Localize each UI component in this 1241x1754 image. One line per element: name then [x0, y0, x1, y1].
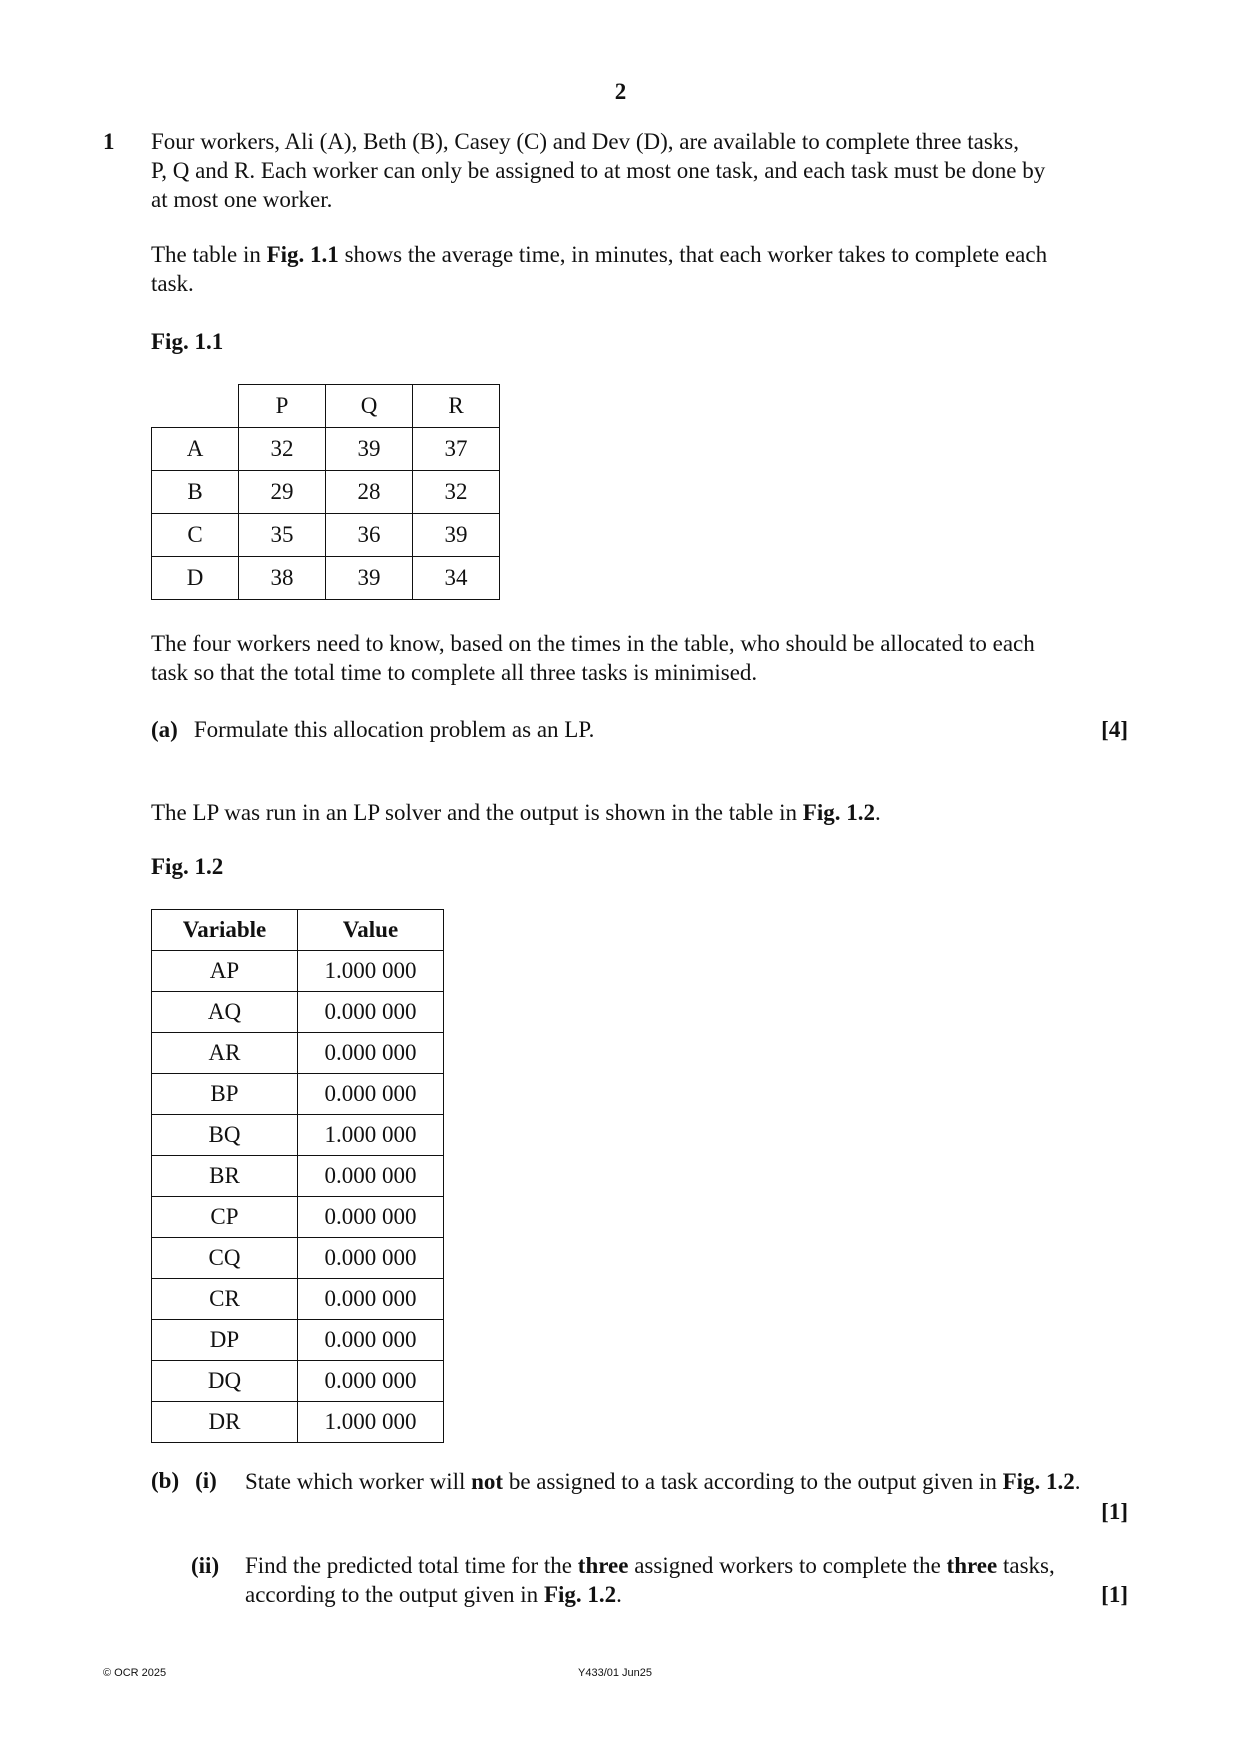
value-cell: 0.000 000	[298, 1320, 444, 1361]
table-intro-line-2: task.	[151, 270, 194, 296]
table-intro-text-after: shows the average time, in minutes, that each worker takes to complete each	[338, 242, 1048, 267]
part-b-ii-text-3: tasks,	[997, 1553, 1055, 1578]
lp-intro	[151, 799, 1141, 828]
value-cell: 0.000 000	[298, 992, 444, 1033]
fig-1-2-ref: Fig. 1.2	[1002, 1469, 1075, 1494]
intro-line-3: at most one worker.	[151, 186, 333, 212]
fig-1-2-title: Fig. 1.2	[151, 854, 224, 879]
part-b-i-emphasis: not	[471, 1469, 504, 1494]
table-cell: 36	[326, 514, 413, 557]
part-b-ii-line-1	[245, 1552, 1145, 1581]
value-cell: 0.000 000	[298, 1238, 444, 1279]
part-b-ii-text-1: Find the predicted total time for the	[245, 1553, 578, 1578]
part-b-ii-label: (ii)	[191, 1553, 220, 1578]
table-row	[152, 514, 500, 557]
part-b-ii-emphasis-2: three	[946, 1553, 998, 1578]
table-row	[152, 951, 444, 992]
table-header-row	[152, 910, 444, 951]
part-a-text: Formulate this allocation problem as an LP.	[193, 717, 595, 742]
corner-cell	[152, 385, 239, 428]
value-cell: 1.000 000	[298, 1115, 444, 1156]
table-cell: 39	[326, 557, 413, 600]
table-cell: 32	[413, 471, 500, 514]
table-row	[152, 428, 500, 471]
row-header: B	[152, 471, 239, 514]
column-header-variable: Variable	[152, 910, 298, 951]
part-b-ii-text	[245, 1552, 1145, 1610]
variable-cell: CR	[152, 1279, 298, 1320]
fig-1-1-table	[151, 384, 500, 600]
row-header: C	[152, 514, 239, 557]
variable-cell: CP	[152, 1197, 298, 1238]
row-header: A	[152, 428, 239, 471]
fig-1-2-ref: Fig. 1.2	[543, 1581, 617, 1607]
table-row	[152, 992, 444, 1033]
variable-cell: AP	[152, 951, 298, 992]
fig-1-1-ref: Fig. 1.1	[266, 242, 339, 267]
column-header: Q	[326, 385, 413, 428]
value-cell: 0.000 000	[298, 1197, 444, 1238]
table-row	[152, 1361, 444, 1402]
part-b-ii-emphasis-1: three	[577, 1553, 629, 1578]
part-a-marks: [4]	[1101, 717, 1128, 742]
lp-intro-period: .	[875, 800, 881, 825]
variable-cell: BQ	[152, 1115, 298, 1156]
part-b-i-text-1: State which worker will	[245, 1469, 472, 1494]
table-cell: 39	[413, 514, 500, 557]
footer-copyright: © OCR 2025	[103, 1667, 167, 1679]
footer-paper-code: Y433/01 Jun25	[578, 1667, 653, 1679]
variable-cell: AQ	[152, 992, 298, 1033]
table-row	[152, 1156, 444, 1197]
part-b-ii-marks: [1]	[1101, 1582, 1128, 1607]
intro-line-1: Four workers, Ali (A), Beth (B), Casey (C) and Dev (D), are available to complete three tasks,	[151, 129, 1019, 154]
variable-cell: DR	[152, 1402, 298, 1443]
table-cell: 35	[239, 514, 326, 557]
table-cell: 38	[239, 557, 326, 600]
part-a	[151, 716, 594, 745]
table-row	[152, 1279, 444, 1320]
variable-cell: DQ	[152, 1361, 298, 1402]
value-cell: 0.000 000	[298, 1074, 444, 1115]
table-row	[152, 1033, 444, 1074]
part-b-i-text	[245, 1468, 1145, 1497]
column-header: R	[413, 385, 500, 428]
value-cell: 0.000 000	[298, 1156, 444, 1197]
table-row	[152, 1320, 444, 1361]
part-b-ii-text-2: assigned workers to complete the	[628, 1553, 947, 1578]
fig-1-2-ref: Fig. 1.2	[802, 800, 875, 825]
table-cell: 39	[326, 428, 413, 471]
need-line-2: task so that the total time to complete all three tasks is minimised.	[151, 659, 758, 685]
table-intro-text: The table in	[151, 242, 267, 267]
column-header-value: Value	[298, 910, 444, 951]
fig-1-2-table-body	[152, 951, 444, 1443]
table-row	[152, 1115, 444, 1156]
variable-cell: BR	[152, 1156, 298, 1197]
table-row	[152, 1402, 444, 1443]
variable-cell: AR	[152, 1033, 298, 1074]
table-row	[152, 1074, 444, 1115]
table-intro-paragraph	[151, 241, 1141, 299]
column-header: P	[239, 385, 326, 428]
table-header-row	[152, 385, 500, 428]
part-b-ii-line-2	[245, 1581, 1145, 1610]
part-b-ii-period: .	[616, 1581, 622, 1607]
value-cell: 0.000 000	[298, 1361, 444, 1402]
part-b-i-text-2: be assigned to a task according to the output given in	[503, 1469, 1003, 1494]
part-b-i-label: (i)	[195, 1468, 217, 1493]
table-cell: 32	[239, 428, 326, 471]
variable-cell: CQ	[152, 1238, 298, 1279]
table-cell: 34	[413, 557, 500, 600]
value-cell: 1.000 000	[298, 1402, 444, 1443]
variable-cell: DP	[152, 1320, 298, 1361]
table-intro-line-1	[151, 241, 1141, 270]
part-b-i-marks: [1]	[1101, 1499, 1128, 1524]
intro-paragraph	[151, 128, 1141, 214]
table-cell: 37	[413, 428, 500, 471]
part-a-label: (a)	[151, 717, 178, 742]
part-b-label: (b)	[151, 1468, 180, 1493]
table-cell: 29	[239, 471, 326, 514]
page-number: 2	[614, 79, 627, 104]
part-b-labels	[151, 1467, 217, 1496]
table-row	[152, 1238, 444, 1279]
part-b-ii-text-4: according to the output given in	[245, 1581, 544, 1607]
fig-1-1-title: Fig. 1.1	[151, 329, 224, 354]
value-cell: 0.000 000	[298, 1033, 444, 1074]
variable-cell: BP	[152, 1074, 298, 1115]
intro-line-2: P, Q and R. Each worker can only be assigned to at most one task, and each task must be done by	[151, 157, 1046, 183]
need-paragraph	[151, 630, 1141, 688]
lp-intro-text: The LP was run in an LP solver and the output is shown in the table in	[151, 800, 803, 825]
table-cell: 28	[326, 471, 413, 514]
table-row	[152, 557, 500, 600]
value-cell: 1.000 000	[298, 951, 444, 992]
value-cell: 0.000 000	[298, 1279, 444, 1320]
table-row	[152, 471, 500, 514]
need-line-1: The four workers need to know, based on the times in the table, who should be allocated to each	[151, 631, 1035, 656]
table-row	[152, 1197, 444, 1238]
row-header: D	[152, 557, 239, 600]
question-number: 1	[103, 129, 115, 154]
fig-1-2-table	[151, 909, 444, 1443]
part-b-i-period: .	[1074, 1469, 1081, 1494]
